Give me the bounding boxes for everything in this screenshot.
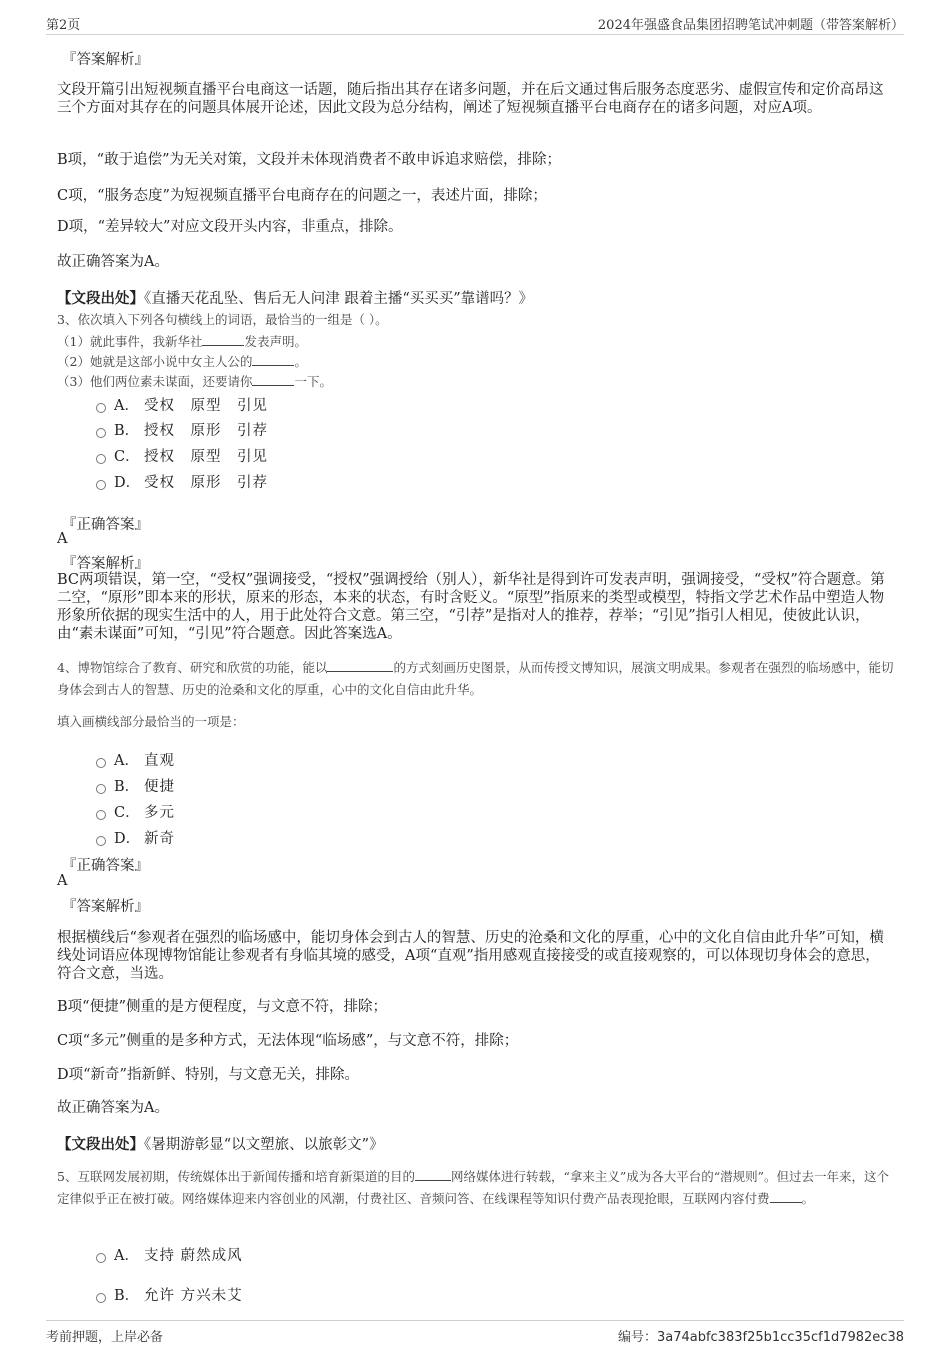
analysis-paragraph: D项“新奇”指新鲜、特别，与文意无关，排除。 xyxy=(57,1067,359,1083)
correct-answer: A xyxy=(57,873,68,889)
document-code: 编号：3a74abfc383f25b1cc35cf1d7982ec38 xyxy=(617,1330,904,1345)
question-sentence: （3）他们两位素未谋面，还要请你 一下。 xyxy=(57,374,332,389)
radio-button[interactable] xyxy=(96,758,106,768)
footer-slogan: 考前押题，上岸必备 xyxy=(46,1330,164,1345)
analysis-paragraph: C项，“服务态度”为短视频直播平台电商存在的问题之一，表述片面，排除； xyxy=(57,188,547,204)
answer-analysis-label: 『答案解析』 xyxy=(62,52,149,68)
page-footer xyxy=(46,1320,904,1345)
radio-button[interactable] xyxy=(96,428,106,438)
analysis-conclusion: 故正确答案为A。 xyxy=(57,1100,169,1116)
analysis-paragraph: C项“多元”侧重的是多种方式，无法体现“临场感”，与文意不符，排除； xyxy=(57,1033,519,1049)
source-label: 【文段出处】 xyxy=(57,290,144,307)
analysis-paragraph: B项“便捷”侧重的是方便程度，与文意不符，排除； xyxy=(57,999,387,1015)
option-c[interactable]: C． 多元 xyxy=(96,801,175,821)
radio-button[interactable] xyxy=(96,784,106,794)
analysis-paragraph: 文段开篇引出短视频直播平台电商这一话题，随后指出其存在诸多问题，并在后文通过售后服务态度恶劣、虚假宣传和定价高昂这三个方面对其存在的问题具体展开论述，因此文段为总分结构，阐述了短视频直播平台电商存在的诸多问题，对应A项。 xyxy=(57,82,884,116)
radio-button[interactable] xyxy=(96,1253,106,1263)
question-stem: 4、博物馆综合了教育、研究和欣赏的功能，能以 的方式刻画历史图景，从而传授文博知识，展演文明成果。参观者在强烈的临场感中，能切身体会到古人的智慧、历史的沧桑和文化的厚重，心中的文化自信由此升华。 xyxy=(57,660,894,697)
option-b[interactable]: B． 便捷 xyxy=(96,775,175,795)
radio-button[interactable] xyxy=(96,454,106,464)
question-stem: 5、互联网发展初期，传统媒体出于新闻传播和培育新渠道的目的 网络媒体进行转载，“拿来主义”成为各大平台的“潜规则”。但过去一年来，这个定律似乎正在被打破。网络媒体迎来内容创业的风潮，付费社区、音频问答、在线课程等知识付费产品表现抢眼，互联网内容付费 。 xyxy=(57,1169,890,1206)
question-prompt: 填入画横线部分最恰当的一项是： xyxy=(57,714,245,729)
analysis-conclusion: 故正确答案为A。 xyxy=(57,254,169,270)
source-label: 【文段出处】 xyxy=(57,1136,144,1153)
option-c[interactable]: C． 授权 原型 引见 xyxy=(96,445,268,465)
text-source xyxy=(57,1133,384,1154)
question-sentence: （1）就此事件，我新华社 发表声明。 xyxy=(57,334,307,349)
source-title: 《暑期游彰显“以文塑旅、以旅彰文”》 xyxy=(144,1137,384,1153)
radio-button[interactable] xyxy=(96,480,106,490)
question-sentence: （2）她就是这部小说中女主人公的 。 xyxy=(57,354,307,369)
option-d[interactable]: D． 新奇 xyxy=(96,827,175,847)
answer-analysis-label: 『答案解析』 xyxy=(62,556,149,572)
correct-answer: A xyxy=(57,531,68,547)
option-b[interactable]: B． 授权 原形 引荐 xyxy=(96,419,268,439)
option-a[interactable]: A． 直观 xyxy=(96,749,175,769)
text-source xyxy=(57,287,533,308)
correct-answer-label: 『正确答案』 xyxy=(62,858,149,874)
correct-answer-label: 『正确答案』 xyxy=(62,517,149,533)
analysis-paragraph: B项，“敢于追偿”为无关对策，文段并未体现消费者不敢申诉追求赔偿，排除； xyxy=(57,152,561,168)
analysis-paragraph: D项，“差异较大”对应文段开头内容，非重点，排除。 xyxy=(57,219,403,235)
analysis-paragraph: BC两项错误，第一空，“受权”强调接受，“授权”强调授给（别人），新华社是得到许可发表声明，强调接受，“受权”符合题意。第二空，“原形”即本来的形状，原来的形态，本来的状态，有时含贬义。“原型”指原来的类型或模型，特指文学艺术作品中塑造人物形象所依据的现实生活中的人，用于此处符合文意。第三空，“引荐”是指对人的推荐，荐举；“引见”指引人相见，使彼此认识，由“素未谋面”可知，“引见”符合题意。因此答案选A。 xyxy=(57,572,885,642)
radio-button[interactable] xyxy=(96,810,106,820)
page-header xyxy=(46,14,904,35)
answer-analysis-label: 『答案解析』 xyxy=(62,899,149,915)
page-number: 第2页 xyxy=(46,18,81,33)
radio-button[interactable] xyxy=(96,836,106,846)
radio-button[interactable] xyxy=(96,1293,106,1303)
question-stem: 3、依次填入下列各句横线上的词语，最恰当的一组是（ ）。 xyxy=(57,312,388,327)
option-b[interactable]: B． 允许 方兴未艾 xyxy=(96,1284,243,1304)
analysis-paragraph: 根据横线后“参观者在强烈的临场感中，能切身体会到古人的智慧、历史的沧桑和文化的厚重，心中的文化自信由此升华”可知，横线处词语应体现博物馆能让参观者有身临其境的感受，A项“直观”指用感观直接接受的或直接观察的，可以体现切身体会的意思，符合文意，当选。 xyxy=(57,930,884,982)
source-title: 《直播天花乱坠、售后无人问津 跟着主播“买买买”靠谱吗？》 xyxy=(144,291,534,307)
radio-button[interactable] xyxy=(96,403,106,413)
option-a[interactable]: A． 受权 原型 引见 xyxy=(96,394,268,414)
option-d[interactable]: D． 受权 原形 引荐 xyxy=(96,471,268,491)
option-a[interactable]: A． 支持 蔚然成风 xyxy=(96,1244,243,1264)
document-title: 2024年强盛食品集团招聘笔试冲刺题（带答案解析） xyxy=(597,18,904,33)
